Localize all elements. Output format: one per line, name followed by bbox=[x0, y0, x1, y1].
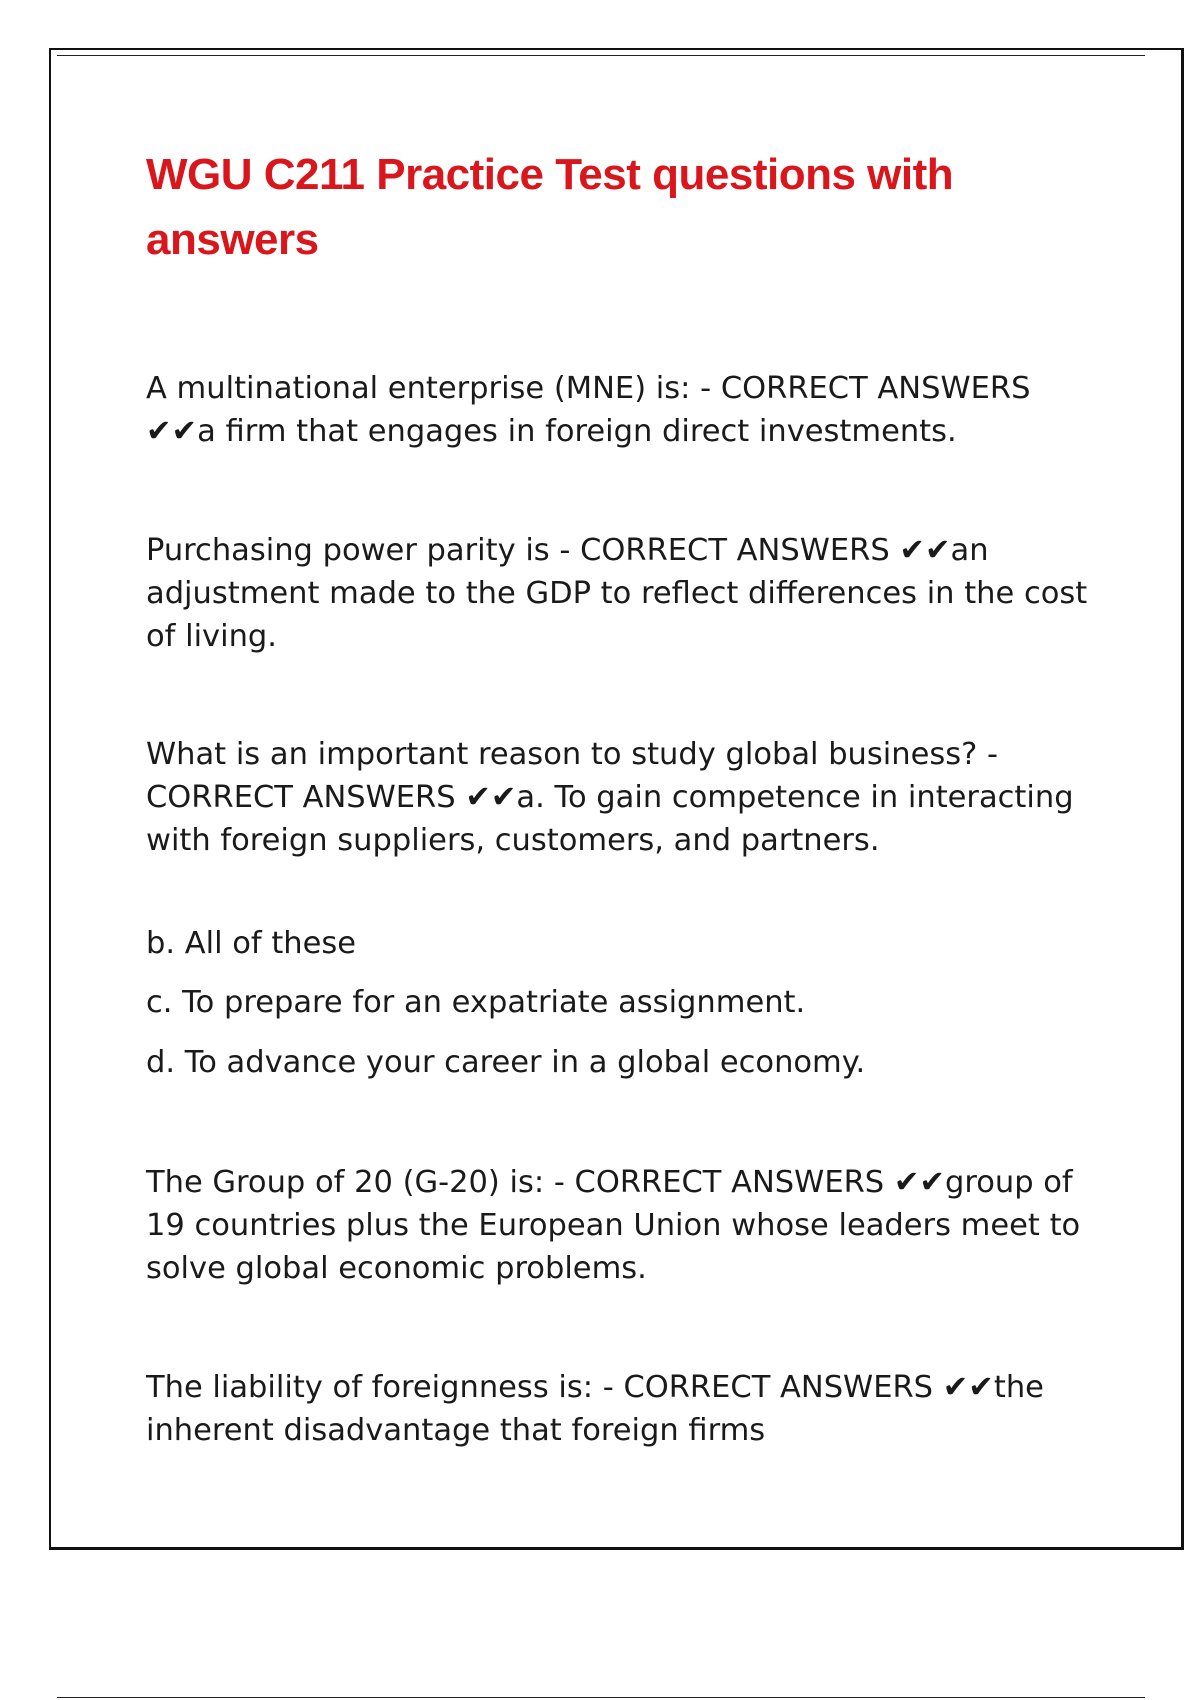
qa-item-4 bbox=[146, 1161, 1091, 1290]
qa-option-b: b. All of these bbox=[146, 926, 357, 961]
qa-answer-2: ✔✔an adjustment made to the GDP to reflect differences in the cost of living. bbox=[146, 533, 1088, 654]
bottom-rule bbox=[57, 1697, 1145, 1698]
qa-item-3 bbox=[146, 733, 1091, 862]
qa-item-2 bbox=[146, 529, 1091, 658]
qa-item-1 bbox=[146, 367, 1091, 453]
qa-answer-3: ✔✔a. To gain competence in interacting with foreign suppliers, customers, and partners. bbox=[146, 780, 1074, 858]
qa-question-2: Purchasing power parity is - CORRECT ANSWERS bbox=[146, 533, 890, 568]
qa-option-d: d. To advance your career in a global economy. bbox=[146, 1045, 866, 1080]
qa-question-4: The Group of 20 (G-20) is: - CORRECT ANSWERS bbox=[146, 1165, 885, 1200]
qa-item-5 bbox=[146, 1366, 1091, 1452]
qa-answer-5: ✔✔the inherent disadvantage that foreign firms bbox=[146, 1370, 1044, 1448]
qa-option-c: c. To prepare for an expatriate assignment. bbox=[146, 985, 806, 1020]
qa-answer-1: ✔✔a firm that engages in foreign direct investments. bbox=[146, 414, 957, 449]
qa-question-1: A multinational enterprise (MNE) is: - CORRECT ANSWERS bbox=[146, 371, 1031, 406]
document-title: WGU C211 Practice Test questions with answers bbox=[146, 150, 954, 264]
qa-question-3: What is an important reason to study global business? - CORRECT ANSWERS bbox=[146, 737, 999, 815]
qa-question-5: The liability of foreignness is: - CORRECT ANSWERS bbox=[146, 1370, 934, 1405]
qa-answer-4: ✔✔group of 19 countries plus the European Union whose leaders meet to solve global economic problems. bbox=[146, 1165, 1081, 1286]
top-rule bbox=[57, 55, 1145, 56]
